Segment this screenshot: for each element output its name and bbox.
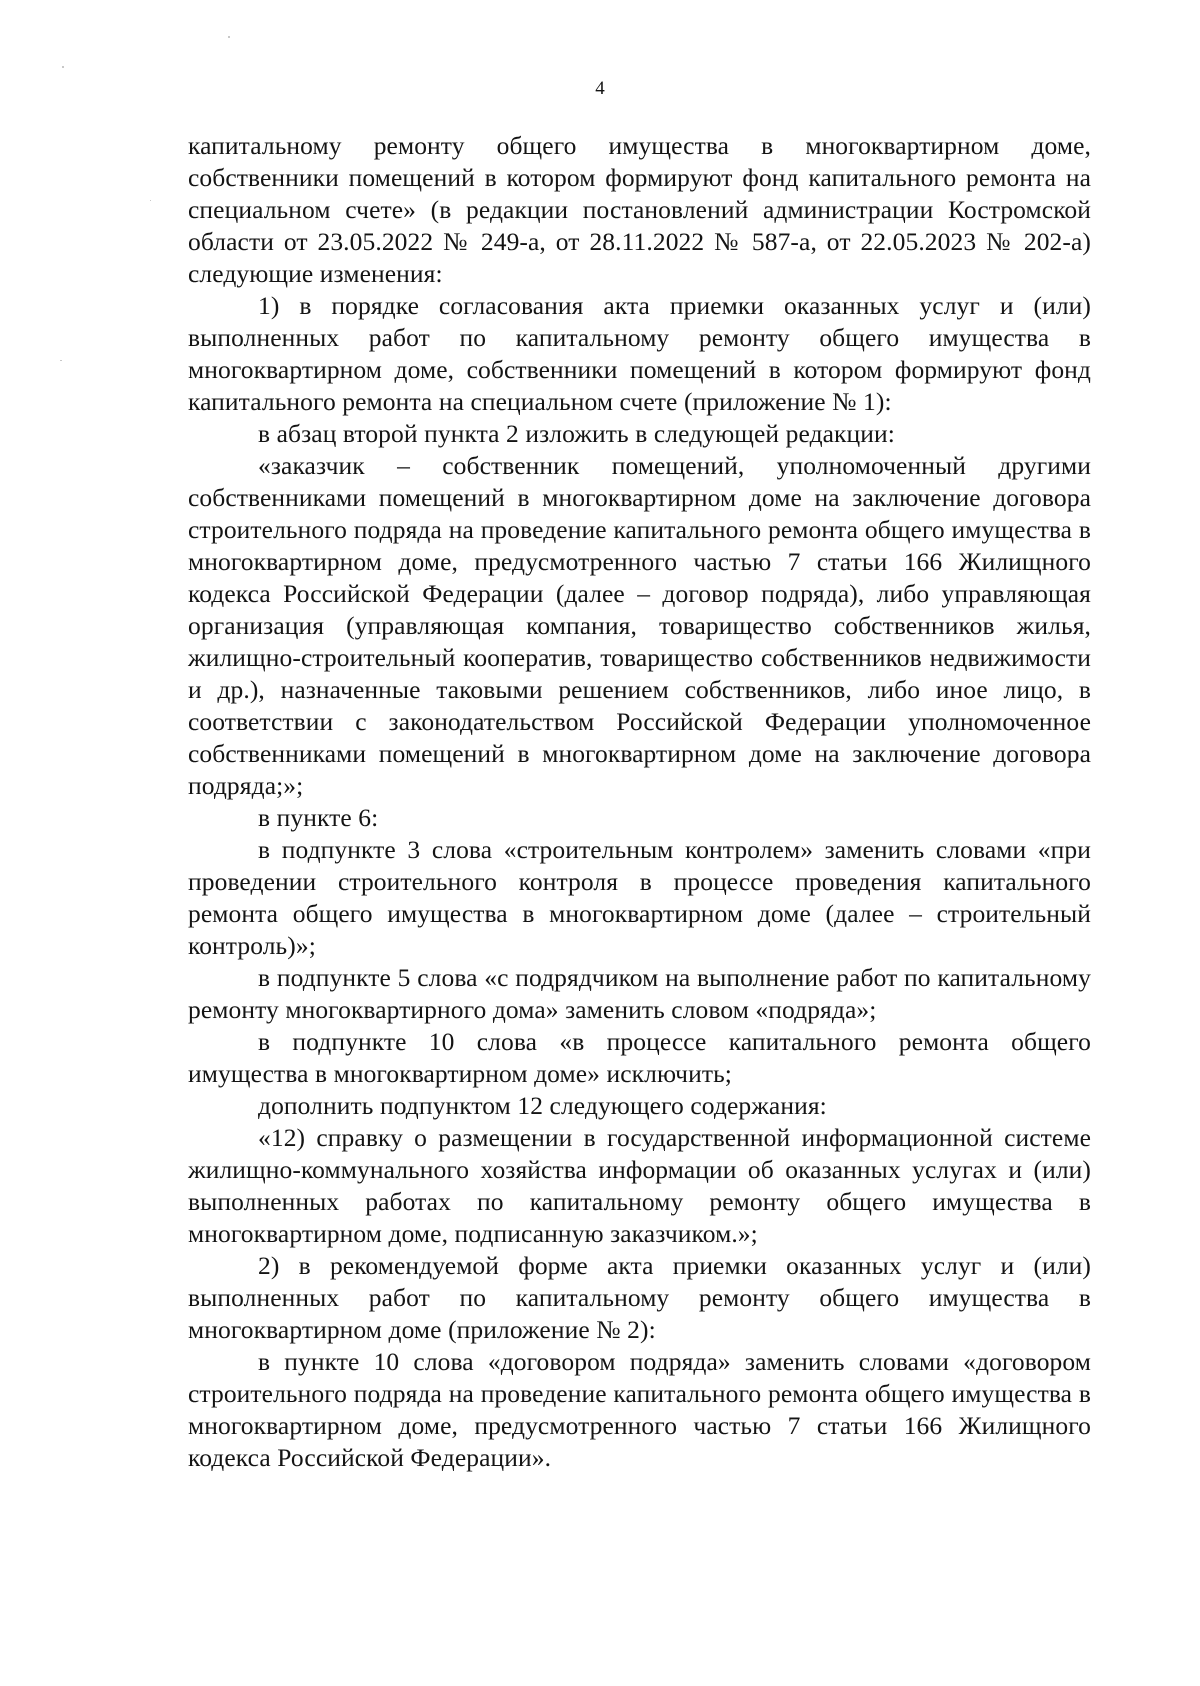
- paragraph-subpoint-12-text: «12) справку о размещении в государственной информационной системе жилищно-коммунального хозяйства информации об оказанных услугах и (или) выполненных работах по капитальному ремонту общего имущества в многоквартирном доме, подписанную заказчиком.»;: [188, 1123, 1091, 1248]
- paragraph-point-6: в пункте 6:: [258, 803, 379, 832]
- paragraph-item-1: 1) в порядке согласования акта приемки оказанных услуг и (или) выполненных работ по капитальному ремонту общего имущества в многоквартирном доме, собственники помещений в котором формируют фонд капитального ремонта на специальном счете (приложение № 1):: [188, 291, 1091, 416]
- paragraph-intro-continuation: капитальному ремонту общего имущества в многоквартирном доме, собственники помещений в котором формируют фонд капитального ремонта на специальном счете» (в редакции постановлений администрации Костромской области от 23.05.2022 № 249-а, от 28.11.2022 № 587-а, от 22.05.2023 № 202-а) следующие изменения:: [188, 131, 1091, 288]
- paragraph-add-subpoint-12: дополнить подпунктом 12 следующего содержания:: [258, 1091, 827, 1120]
- scan-speck: [228, 36, 230, 38]
- paragraph-subpoint-5: в подпункте 5 слова «с подрядчиком на выполнение работ по капитальному ремонту многоквартирного дома» заменить словом «подряда»;: [188, 963, 1091, 1024]
- paragraph-subpoint-3: в подпункте 3 слова «строительным контролем» заменить словами «при проведении строительного контроля в процессе проведения капитального ремонта общего имущества в многоквартирном доме (далее – строительный контроль)»;: [188, 835, 1091, 960]
- scan-speck: [60, 360, 62, 361]
- paragraph-point-2-instruction: в абзац второй пункта 2 изложить в следующей редакции:: [258, 419, 895, 448]
- paragraph-customer-definition: «заказчик – собственник помещений, уполномоченный другими собственниками помещений в многоквартирном доме на заключение договора строительного подряда на проведение капитального ремонта общего имущества в многоквартирном доме, предусмотренного частью 7 статьи 166 Жилищного кодекса Российской Федерации (далее – договор подряда), либо управляющая организация (управляющая компания, товарищество собственников жилья, жилищно-строительный кооператив, товарищество собственников недвижимости и др.), назначенные таковыми решением собственников, либо иное лицо, в соответствии с законодательством Российской Федерации уполномоченное собственниками помещений в многоквартирном доме на заключение договора подряда;»;: [188, 451, 1091, 800]
- paragraph-subpoint-10: в подпункте 10 слова «в процессе капитального ремонта общего имущества в многоквартирном доме» исключить;: [188, 1027, 1091, 1088]
- paragraph-item-2: 2) в рекомендуемой форме акта приемки оказанных услуг и (или) выполненных работ по капитальному ремонту общего имущества в многоквартирном доме (приложение № 2):: [188, 1251, 1091, 1344]
- paragraph-point-10: в пункте 10 слова «договором подряда» заменить словами «договором строительного подряда на проведение капитального ремонта общего имущества в многоквартирном доме, предусмотренного частью 7 статьи 166 Жилищного кодекса Российской Федерации».: [188, 1347, 1091, 1472]
- scan-speck: [62, 66, 64, 68]
- scan-speck: [150, 200, 151, 201]
- page-number: 4: [595, 78, 605, 99]
- document-body: [188, 130, 1091, 1474]
